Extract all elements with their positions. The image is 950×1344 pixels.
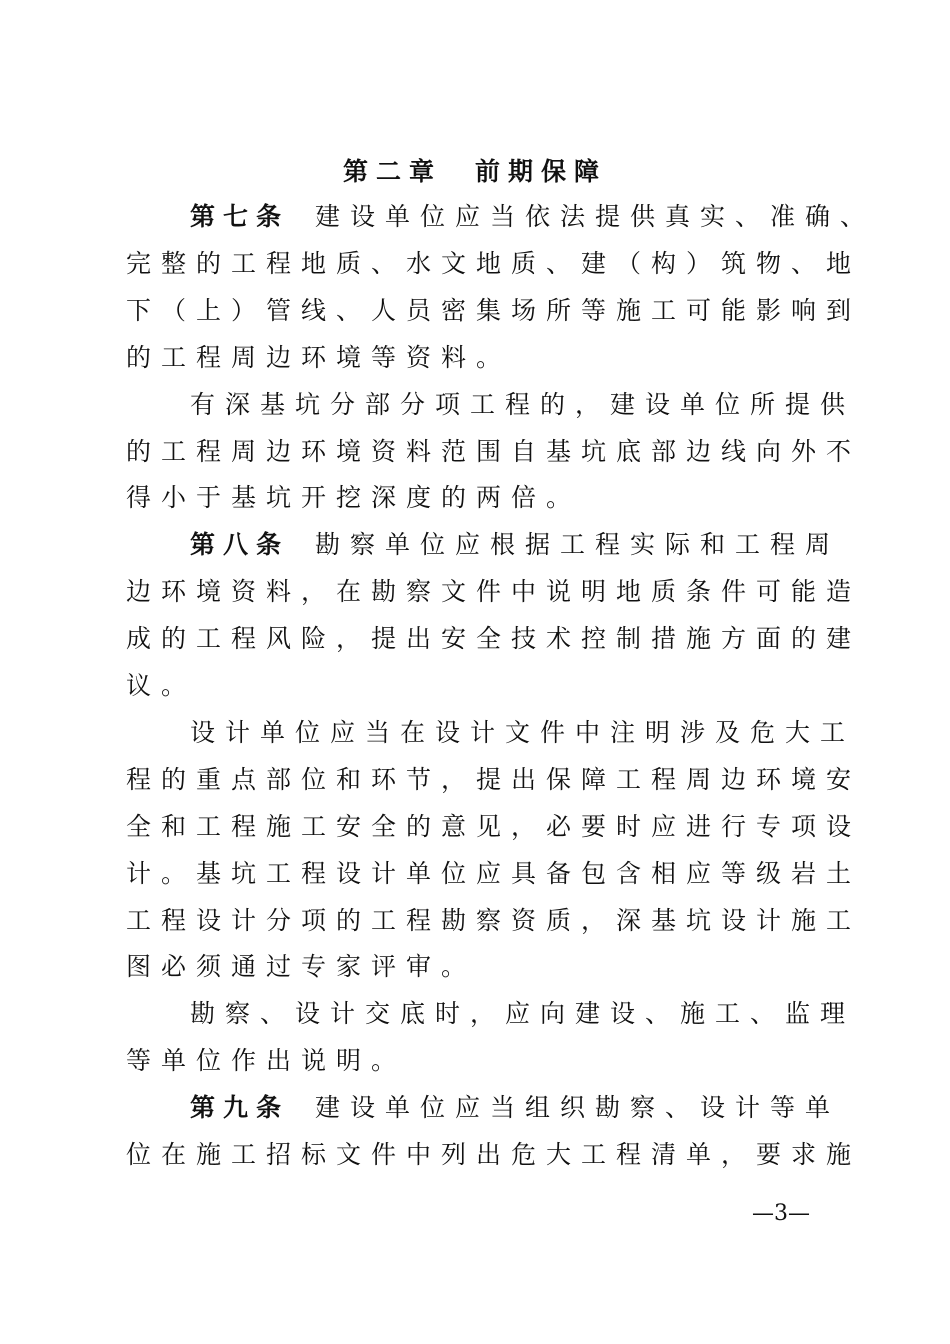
page-number: —3—: [752, 1201, 810, 1226]
text-line: [126, 430, 862, 474]
line-text: 边环境资料，在勘察文件中说明地质条件可能造: [126, 577, 862, 606]
line-text: 位在施工招标文件中列出危大工程清单，要求施: [126, 1140, 862, 1169]
text-line: [190, 992, 890, 1036]
line-text: 程的重点部位和环节，提出保障工程周边环境安: [126, 765, 862, 794]
line-text: 计。基坑工程设计单位应具备包含相应等级岩土: [126, 859, 862, 888]
text-line: [126, 664, 826, 708]
line-text: 等单位作出说明。: [126, 1046, 407, 1075]
line-text: 建设单位应当组织勘察、设计等单: [315, 1093, 841, 1122]
text-line: [190, 523, 890, 567]
line-text: 勘察单位应根据工程实际和工程周: [315, 530, 841, 559]
line-text: 有深基坑分部分项工程的，建设单位所提供: [190, 390, 856, 419]
article-label: 第八条: [190, 530, 290, 559]
line-text: 设计单位应当在设计文件中注明涉及危大工: [190, 718, 856, 747]
line-text: 的工程周边环境资料范围自基坑底部边线向外不: [126, 437, 862, 466]
line-text: 成的工程风险，提出安全技术控制措施方面的建: [126, 624, 862, 653]
text-line: [126, 570, 862, 614]
article-label: 第九条: [190, 1093, 290, 1122]
text-line: [190, 711, 890, 755]
text-line: [190, 383, 890, 427]
text-line: [126, 242, 862, 286]
line-text: 勘察、设计交底时，应向建设、施工、监理: [190, 999, 856, 1028]
line-text: 图必须通过专家评审。: [126, 952, 477, 981]
line-text: 完整的工程地质、水文地质、建（构）筑物、地: [126, 249, 862, 278]
line-text: 的工程周边环境等资料。: [126, 343, 512, 372]
text-line: [126, 805, 862, 849]
chapter-title: 第二章 前期保障: [342, 157, 607, 186]
line-text: 下（上）管线、人员密集场所等施工可能影响到: [126, 296, 862, 325]
text-line: [126, 476, 826, 520]
line-text: 议。: [126, 671, 197, 700]
text-line: [190, 1086, 890, 1130]
article-label: 第七条: [190, 202, 290, 231]
line-text: 建设单位应当依法提供真实、准确、: [315, 202, 876, 231]
text-line: [126, 617, 862, 661]
text-line: [126, 945, 826, 989]
text-line: [126, 758, 862, 802]
text-line: [126, 336, 826, 380]
line-text: 工程设计分项的工程勘察资质，深基坑设计施工: [126, 906, 862, 935]
text-line: [126, 852, 862, 896]
text-line: [126, 899, 862, 943]
line-text: 全和工程施工安全的意见，必要时应进行专项设: [126, 812, 862, 841]
text-line: [126, 289, 862, 333]
text-line: [126, 1039, 826, 1083]
text-line: [190, 195, 890, 239]
line-text: 得小于基坑开挖深度的两倍。: [126, 483, 582, 512]
text-line: [126, 1133, 862, 1177]
